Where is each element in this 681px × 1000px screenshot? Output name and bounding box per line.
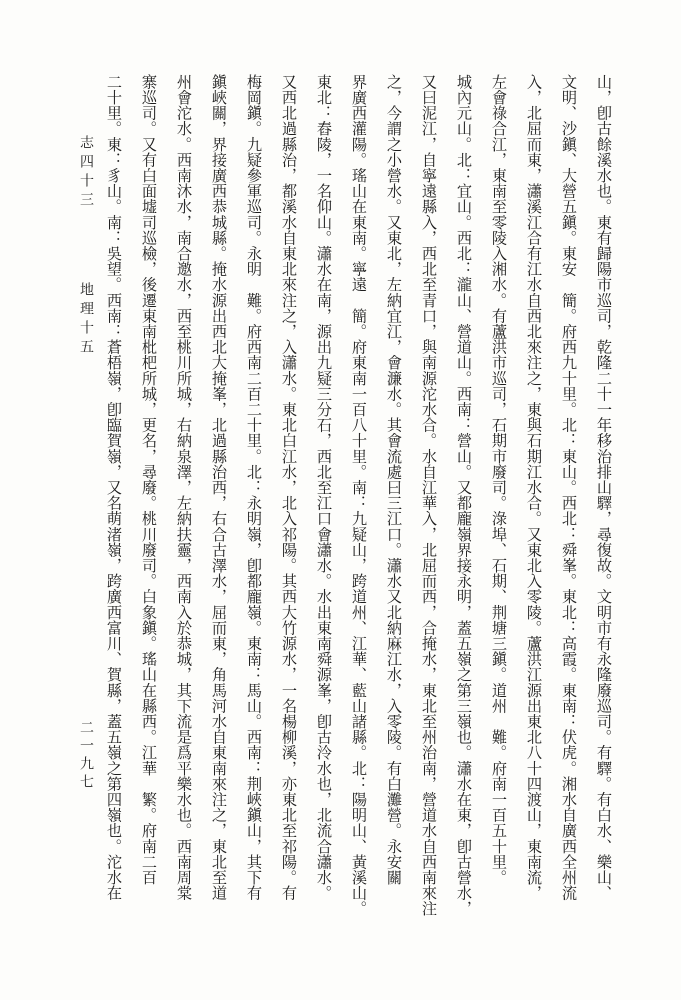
text-column-14: 寨巡司。又有白面墟司巡檢，後遷東南枇杷所城，更名，尋廢。桃川廢司。白象鎭。瑤山在縣西。江華 繁。府南二百 [140,74,158,886]
text-column-11: 梅岡鎭。九疑參軍巡司。永明 難。府西南二百二十里。北：永明嶺，卽都龐嶺。東南：馬山。西南：荆峽鎭山，其下有 [245,74,263,901]
text-column-6: 又曰泥江，自寧遠縣入，西北至青口，與南源沱水合。水自江華入，北屈而西，合掩水，東北至州治南，營道水自西南來注 [420,74,438,917]
text-column-3: 入，北屈而東，瀟溪江合有江水自西北來注之，東與石期江水合。又東北入零陵。蘆洪江源出東北八十四渡山，東南流， [525,74,543,901]
main-text [104,74,614,944]
text-column-1: 山，卽古餘溪水也。東有歸陽市巡司，乾隆二十一年移治排山驛，尋復故。文明市有永隆廢巡司。有驛。有白水、樂山、 [595,74,613,901]
volume-label: 志四十三 [78,135,94,211]
text-column-2: 文明、沙鎭、大營五鎭。東安 簡。府西九十里。北：東山。西北：舜峯。東北：高霞。東南：伏虎。湘水自廣西全州流 [560,74,578,901]
text-column-12: 鎭峽關，界接廣西恭城縣。掩水源出西北大掩峯，北過縣治西，右合古澤水，屈而東，角馬河水自東南來注之，東北至道 [210,74,228,901]
text-column-10: 又西北過縣治，都溪水自東北來注之，入瀟水。東北白江水，北入祁陽。其西大竹源水，一名楊柳溪，亦東北至祁陽。有 [280,74,298,901]
text-column-5: 城內元山。北：宜山。西北：瀧山、營道山。西南：營山。又都龐嶺界接永明，蓋五嶺之第三嶺也。瀟水在東，卽古營水， [455,74,473,917]
text-column-13: 州會沱水。西南沐水，南合邀水，西至桃川所城，右納泉澤，左納扶靈，西南入於恭城，其下流是爲平樂水也。西南周棠 [175,74,193,901]
section-label: 地理十五 [78,282,94,358]
text-column-9: 東北：舂陵，一名仰山。瀟水在南，源出九疑三分石，西北至江口會瀟水。水出東南舜源峯，卽古泠水也，北流合瀟水。 [315,74,333,901]
text-column-15: 二十里。東：豸山。南：吳望。西南：蒼梧嶺，卽臨賀嶺，又名萌渚嶺，跨廣西富川、賀縣，蓋五嶺之第四嶺也。沱水在 [105,74,123,901]
text-column-4: 左會祿合江，東南至零陵入湘水。有蘆洪市巡司，石期市廢司。淥埠、石期、荆塘三鎭。道州 難。府南一百五十里。 [490,74,508,886]
text-column-7: 之，今謂之小營水。又東北，左納宜江，會濂水。其會流處曰三江口。瀟水又北納麻江水，入零陵。有白灘營。永安關 [385,74,403,886]
page-number: 二一九七 [78,720,94,792]
text-column-8: 界廣西灌陽。瑤山在東南。寧遠 簡。府東南一百八十里。南：九疑山，跨道州、江華、藍山諸縣。北：陽明山、黃溪山。 [350,74,368,917]
